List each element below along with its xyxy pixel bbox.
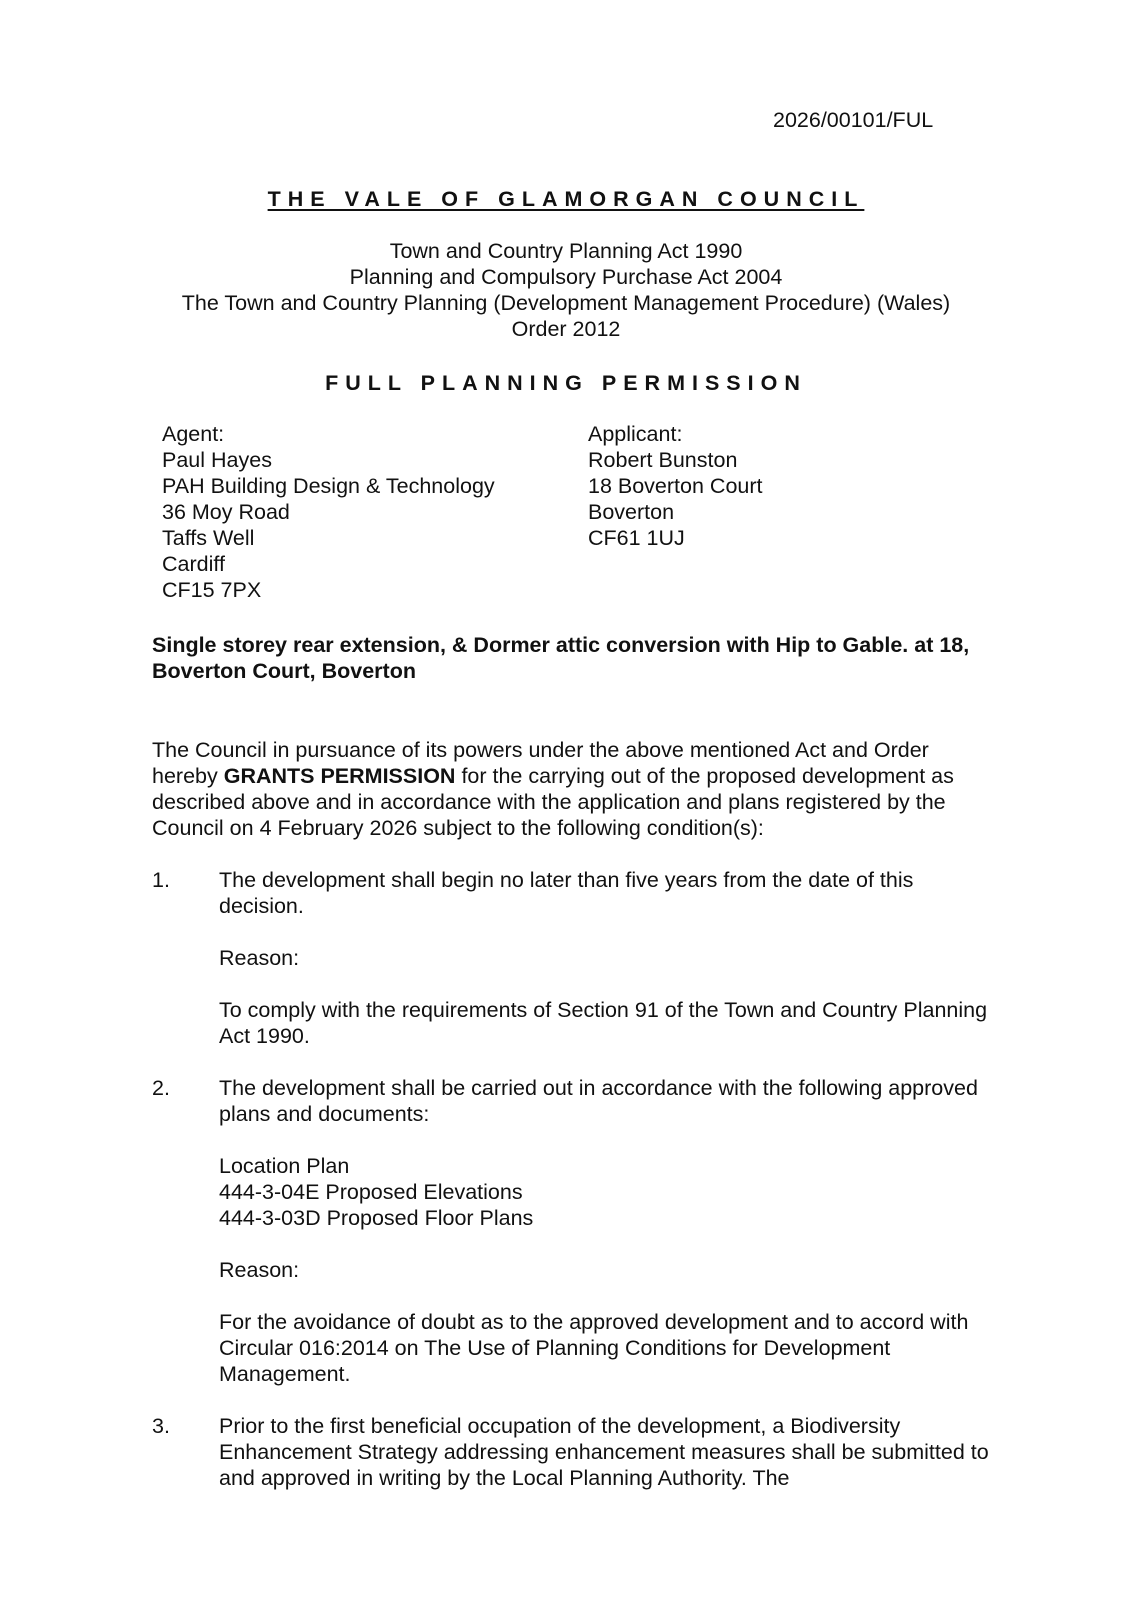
grant-permission-emphasis: GRANTS PERMISSION: [223, 764, 456, 788]
approved-plans-list: [219, 1153, 999, 1231]
applicant-line: CF61 1UJ: [588, 526, 685, 550]
agent-line: Cardiff: [162, 552, 225, 576]
agent-line: Paul Hayes: [162, 448, 272, 472]
act-line: Order 2012: [511, 317, 621, 341]
development-description: Single storey rear extension, & Dormer attic conversion with Hip to Gable. at 18, Boverton Court, Boverton: [152, 633, 970, 683]
condition-body: [219, 1413, 999, 1517]
act-line: Planning and Compulsory Purchase Act 2004: [349, 265, 783, 289]
agent-line: CF15 7PX: [162, 578, 262, 602]
applicant-line: Boverton: [588, 500, 675, 524]
council-title: THE VALE OF GLAMORGAN COUNCIL: [267, 187, 865, 211]
grant-paragraph: [152, 737, 992, 841]
agent-line: PAH Building Design & Technology: [162, 474, 495, 498]
condition-body: [219, 867, 999, 1075]
agent-line: 36 Moy Road: [162, 500, 290, 524]
agent-line: Taffs Well: [162, 526, 255, 550]
legislation-block: [0, 238, 1132, 342]
plan-item: 444-3-04E Proposed Elevations: [219, 1180, 523, 1204]
condition-body: [219, 1075, 999, 1413]
applicant-label: Applicant:: [588, 422, 683, 446]
act-line: The Town and Country Planning (Development Management Procedure) (Wales): [181, 291, 951, 315]
applicant-address: [588, 421, 968, 551]
grant-text-after: for the carrying out of the proposed development as described above and in accordance with the application and plans registered by the Council on 4 February 2026 subject to the following condition(s):: [152, 764, 954, 840]
condition-number: 1.: [152, 868, 170, 892]
act-line: Town and Country Planning Act 1990: [389, 239, 743, 263]
reference-number: 2026/00101/FUL: [773, 108, 934, 132]
reason-label: Reason:: [219, 1258, 300, 1282]
agent-address: [162, 421, 562, 603]
applicant-line: 18 Boverton Court: [588, 474, 763, 498]
reason-text: For the avoidance of doubt as to the approved development and to accord with Circular 016:2014 on The Use of Planning Conditions for Development Management.: [219, 1310, 969, 1386]
condition-text: The development shall be carried out in accordance with the following approved plans and documents:: [219, 1076, 978, 1126]
plan-item: Location Plan: [219, 1154, 350, 1178]
grant-text-before: The Council in pursuance of its powers under the above mentioned Act and Order hereby: [152, 738, 929, 788]
applicant-line: Robert Bunston: [588, 448, 738, 472]
condition-number: 2.: [152, 1076, 170, 1100]
condition-text: The development shall begin no later than five years from the date of this decision.: [219, 868, 914, 918]
condition-number: 3.: [152, 1414, 170, 1438]
reason-label: Reason:: [219, 946, 300, 970]
condition-text: Prior to the first beneficial occupation of the development, a Biodiversity Enhancement Strategy addressing enhancement measures shall be submitted to and approved in writing by the Local Planning Authority. The: [219, 1414, 989, 1490]
agent-label: Agent:: [162, 422, 225, 446]
reason-text: To comply with the requirements of Section 91 of the Town and Country Planning Act 1990.: [219, 998, 988, 1048]
permission-title: FULL PLANNING PERMISSION: [325, 371, 807, 395]
plan-item: 444-3-03D Proposed Floor Plans: [219, 1206, 534, 1230]
